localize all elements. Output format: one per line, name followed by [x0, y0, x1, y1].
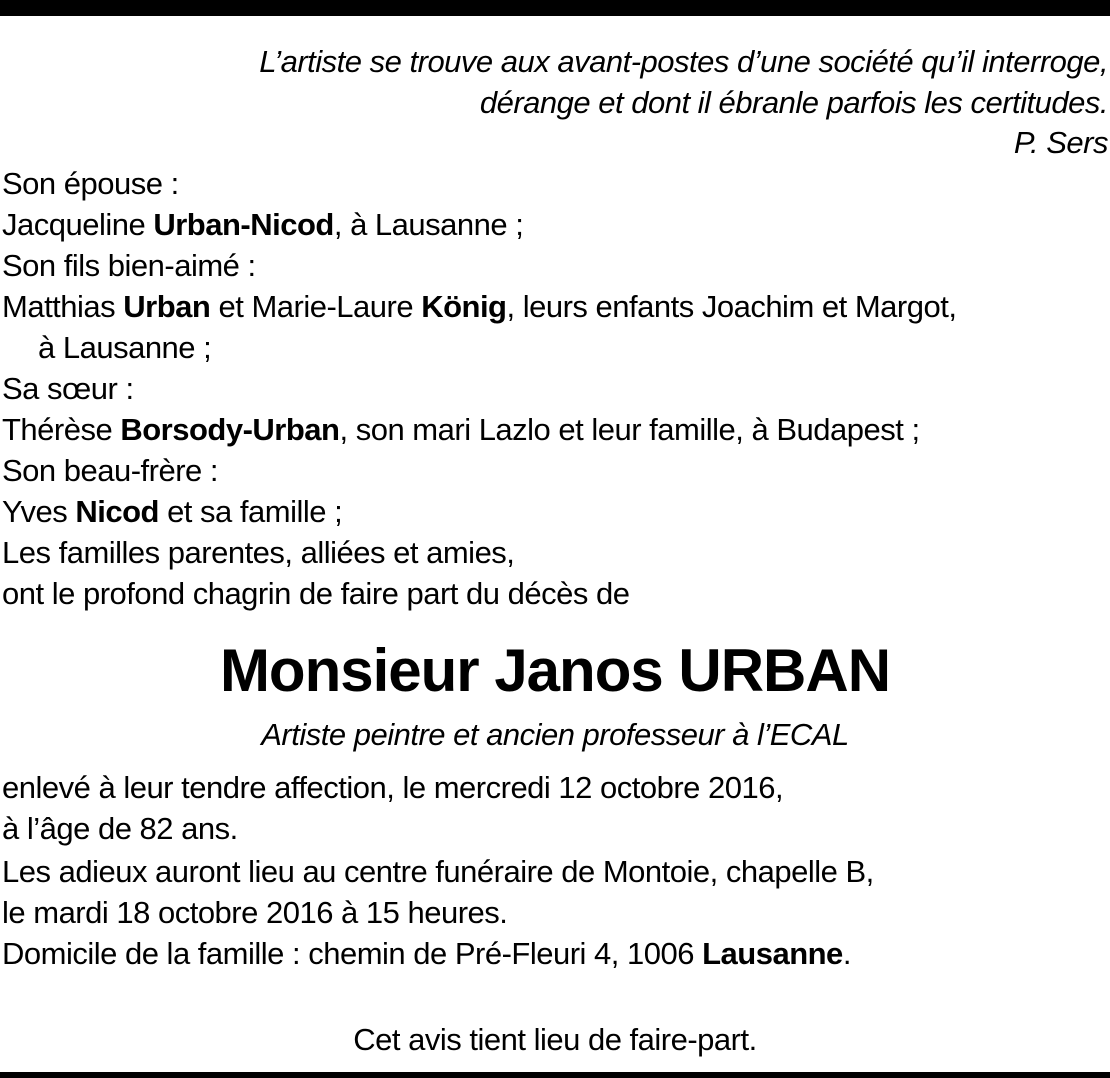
farewell-time-line: le mardi 18 octobre 2016 à 15 heures.: [2, 895, 508, 930]
domicile-line: [2, 934, 851, 974]
sister-first-name: Thérèse: [2, 412, 121, 447]
brother-in-law-details: et sa famille ;: [158, 494, 343, 529]
sister-line: [2, 410, 920, 450]
son-place: à Lausanne ;: [38, 330, 212, 365]
wife-label: Son épouse :: [2, 166, 179, 201]
deceased-name: Monsieur Janos URBAN: [219, 637, 891, 704]
son-partner-first-name: et Marie-Laure: [210, 289, 422, 324]
son-line: [2, 287, 956, 327]
faire-part-notice: Cet avis tient lieu de faire-part.: [353, 1022, 757, 1057]
son-label: Son fils bien-aimé :: [2, 248, 256, 283]
wife-first-name: Jacqueline: [2, 207, 154, 242]
wife-line: [2, 205, 523, 245]
quote-line-2: dérange et dont il ébranle parfois les certitudes.: [479, 85, 1108, 120]
wife-surname: Urban-Nicod: [153, 207, 334, 242]
announcement-line: ont le profond chagrin de faire part du décès de: [2, 576, 630, 611]
son-children: , leurs enfants Joachim et Margot,: [506, 289, 957, 324]
quote-line-1: L’artiste se trouve aux avant-postes d’une société qu’il interroge,: [259, 44, 1108, 79]
domicile-city: Lausanne: [702, 936, 843, 971]
deceased-title: Artiste peintre et ancien professeur à l’ECAL: [261, 717, 849, 752]
relatives-line: Les familles parentes, alliées et amies,: [2, 535, 515, 570]
brother-in-law-first-name: Yves: [2, 494, 76, 529]
domicile-address: Domicile de la famille : chemin de Pré-Fleuri 4, 1006: [2, 936, 703, 971]
sister-surname: Borsody-Urban: [120, 412, 340, 447]
age-line: à l’âge de 82 ans.: [2, 811, 238, 846]
farewell-place-line: Les adieux auront lieu au centre funéraire de Montoie, chapelle B,: [2, 854, 874, 889]
top-rule: [0, 0, 1110, 16]
son-first-name: Matthias: [2, 289, 124, 324]
death-date-line: enlevé à leur tendre affection, le mercredi 12 octobre 2016,: [2, 770, 784, 805]
bottom-rule: [0, 1072, 1110, 1078]
son-partner-surname: König: [421, 289, 507, 324]
wife-place: , à Lausanne ;: [333, 207, 524, 242]
brother-in-law-label: Son beau-frère :: [2, 453, 219, 488]
sister-label: Sa sœur :: [2, 371, 134, 406]
brother-in-law-line: [2, 492, 342, 532]
sister-details: , son mari Lazlo et leur famille, à Budapest ;: [339, 412, 920, 447]
quote-author: P. Sers: [1013, 125, 1108, 160]
domicile-period: .: [842, 936, 851, 971]
brother-in-law-surname: Nicod: [75, 494, 159, 529]
son-surname: Urban: [123, 289, 211, 324]
